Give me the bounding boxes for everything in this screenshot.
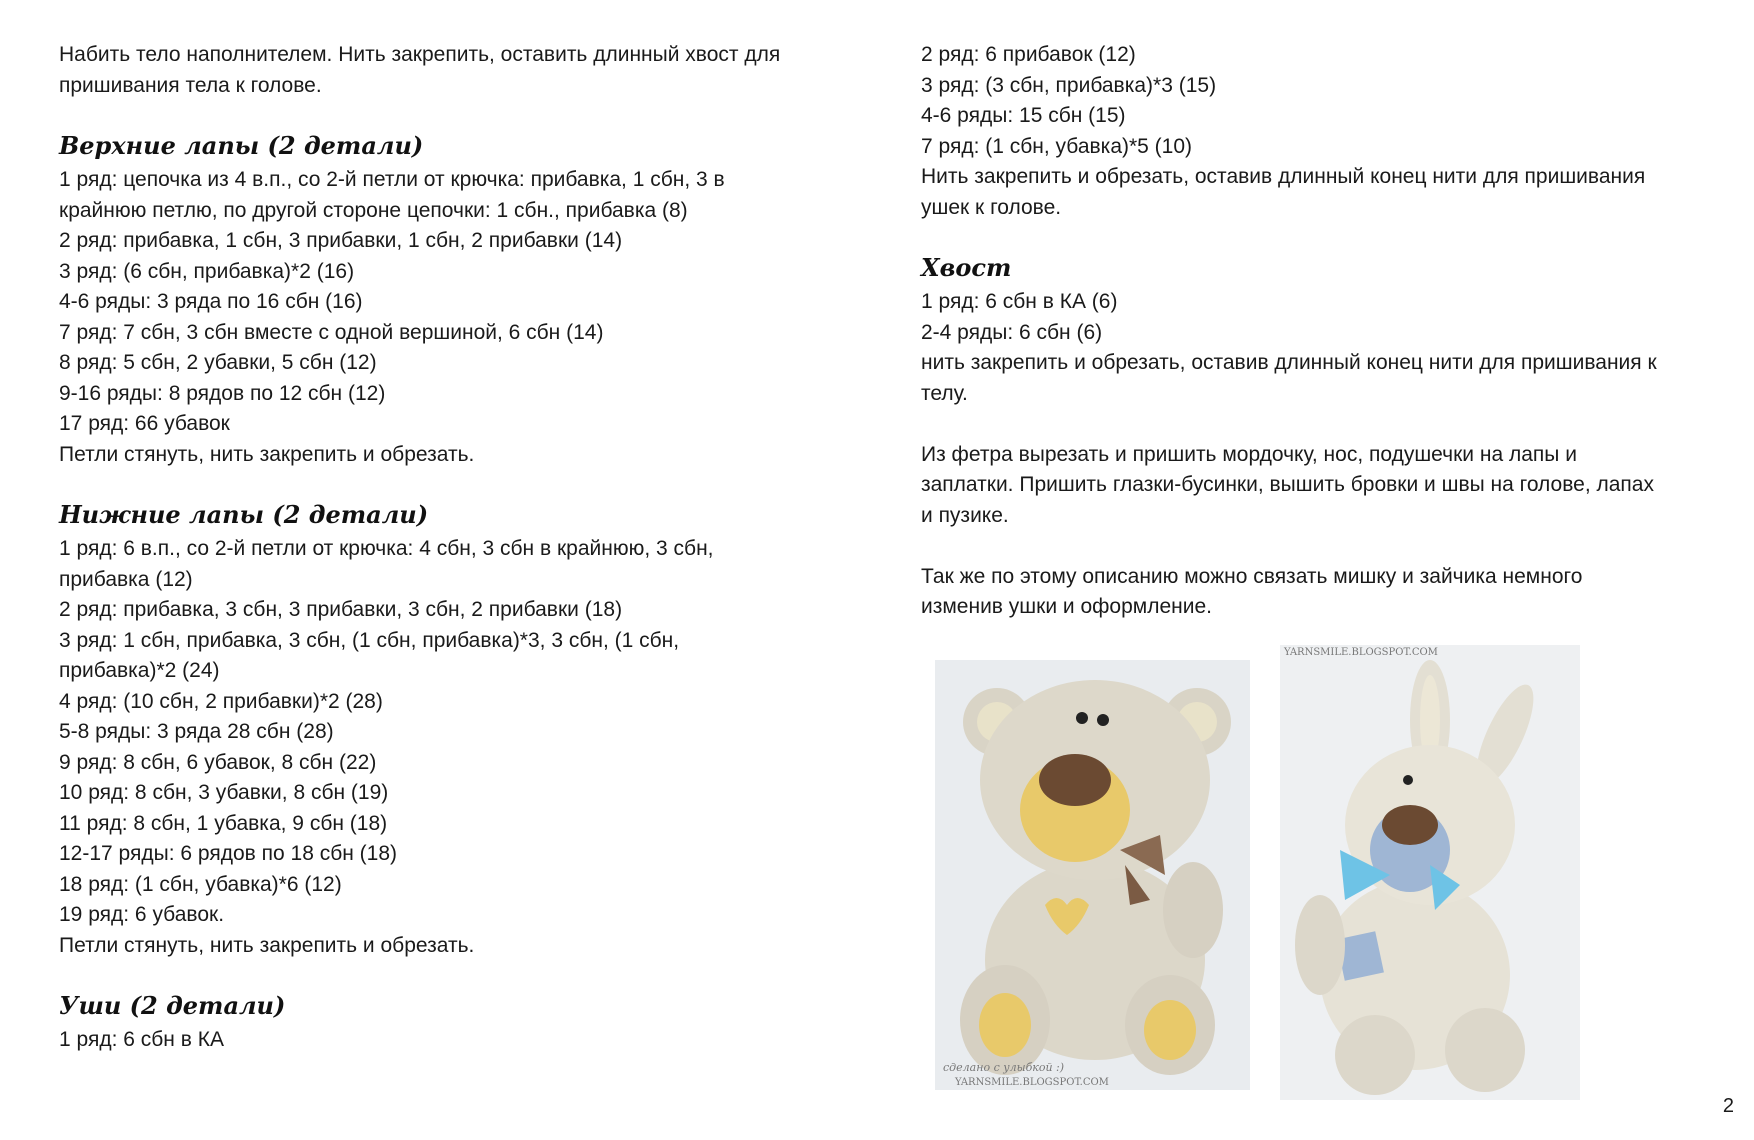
pattern-row: 3 ряд: (6 сбн, прибавка)*2 (16) [59,259,355,283]
variant-note-line: Так же по этому описанию можно связать мишку и зайчика немного [921,564,1583,588]
bunny-photo [1280,645,1580,1100]
pattern-row: 2 ряд: прибавка, 3 сбн, 3 прибавки, 3 сбн, 2 прибавки (18) [59,598,623,621]
variant-note-line: изменив ушки и оформление. [921,595,1212,618]
pattern-row: 2 ряд: прибавка, 1 сбн, 3 прибавки, 1 сбн, 2 прибавки (14) [59,229,623,252]
right-column [921,40,1741,623]
pattern-row: телу. [921,381,968,405]
bear-photo [935,660,1250,1090]
pattern-row: 10 ряд: 8 сбн, 3 убавки, 8 сбн (19) [59,781,389,804]
pattern-row: 1 ряд: 6 в.п., со 2-й петли от крючка: 4 сбн, 3 сбн в крайнюю, 3 сбн, [59,537,714,560]
pattern-row: 1 ряд: 6 сбн в КА [59,1028,224,1051]
pattern-row: прибавка)*2 (24) [59,659,220,682]
page-number: 2 [1722,1095,1734,1117]
pattern-row: Петли стянуть, нить закрепить и обрезать. [59,933,475,957]
pattern-row: 12-17 ряды: 6 рядов по 18 сбн (18) [59,842,398,865]
watermark-url: YARNSMILE.BLOGSPOT.COM [1284,647,1438,658]
spacer [921,531,1741,562]
pattern-row: прибавка (12) [59,567,193,591]
pattern-row: 1 ряд: 6 сбн в КА (6) [921,290,1118,313]
pattern-row: 7 ряд: 7 сбн, 3 сбн вместе с одной вершиной, 6 сбн (14) [59,320,604,344]
photo-gallery [935,645,1575,1105]
pattern-row: 1 ряд: цепочка из 4 в.п., со 2-й петли от крючка: прибавка, 1 сбн, 3 в [59,168,725,191]
left-column [59,40,859,1056]
felt-note-line: и пузике. [921,503,1009,527]
bear-illustration [935,660,1250,1090]
pattern-row: 5-8 ряды: 3 ряда 28 сбн (28) [59,720,334,743]
pattern-row: Нить закрепить и обрезать, оставив длинный конец нити для пришивания [921,165,1646,188]
pattern-row: 2-4 ряды: 6 сбн (6) [921,320,1103,344]
spacer [921,409,1741,440]
upper-paws-heading: Верхние лапы (2 детали) [59,131,424,160]
intro-line: Набить тело наполнителем. Нить закрепить, оставить длинный хвост для [59,43,781,66]
pattern-row: 4-6 ряды: 3 ряда по 16 сбн (16) [59,290,363,313]
watermark-url: YARNSMILE.BLOGSPOT.COM [955,1077,1109,1088]
watermark-text: сделано с улыбкой :) [943,1061,1065,1074]
pattern-row: 18 ряд: (1 сбн, убавка)*6 (12) [59,872,342,896]
pattern-row: 3 ряд: (3 сбн, прибавка)*3 (15) [921,73,1217,97]
pattern-row: 19 ряд: 6 убавок. [59,903,225,926]
pattern-row: нить закрепить и обрезать, оставив длинный конец нити для пришивания к [921,351,1657,374]
tail-heading: Хвост [921,253,1012,282]
bunny-illustration [1280,645,1580,1100]
intro-line: пришивания тела к голове. [59,73,322,97]
pattern-row: 2 ряд: 6 прибавок (12) [921,43,1136,66]
pattern-row: 11 ряд: 8 сбн, 1 убавка, 9 сбн (18) [59,811,388,835]
ears-heading: Уши (2 детали) [59,991,286,1020]
pattern-row: 9 ряд: 8 сбн, 6 убавок, 8 сбн (22) [59,750,377,774]
lower-paws-heading: Нижние лапы (2 детали) [59,500,429,529]
felt-note-line: Из фетра вырезать и пришить мордочку, нос, подушечки на лапы и [921,442,1577,466]
pattern-row: крайнюю петлю, по другой стороне цепочки: 1 сбн., прибавка (8) [59,198,688,222]
pattern-row: 4 ряд: (10 сбн, 2 прибавки)*2 (28) [59,689,383,713]
pattern-row: 9-16 ряды: 8 рядов по 12 сбн (12) [59,381,386,405]
pattern-row: 3 ряд: 1 сбн, прибавка, 3 сбн, (1 сбн, прибавка)*3, 3 сбн, (1 сбн, [59,628,680,652]
pattern-row: 7 ряд: (1 сбн, убавка)*5 (10) [921,134,1193,158]
pattern-row: 17 ряд: 66 убавок [59,412,230,435]
pattern-row: ушек к голове. [921,195,1062,219]
pattern-row: 8 ряд: 5 сбн, 2 убавки, 5 сбн (12) [59,351,377,374]
felt-note-line: заплатки. Пришить глазки-бусинки, вышить бровки и швы на голове, лапах [921,473,1654,496]
pattern-row: 4-6 ряды: 15 сбн (15) [921,104,1126,127]
pattern-row: Петли стянуть, нить закрепить и обрезать. [59,442,475,466]
